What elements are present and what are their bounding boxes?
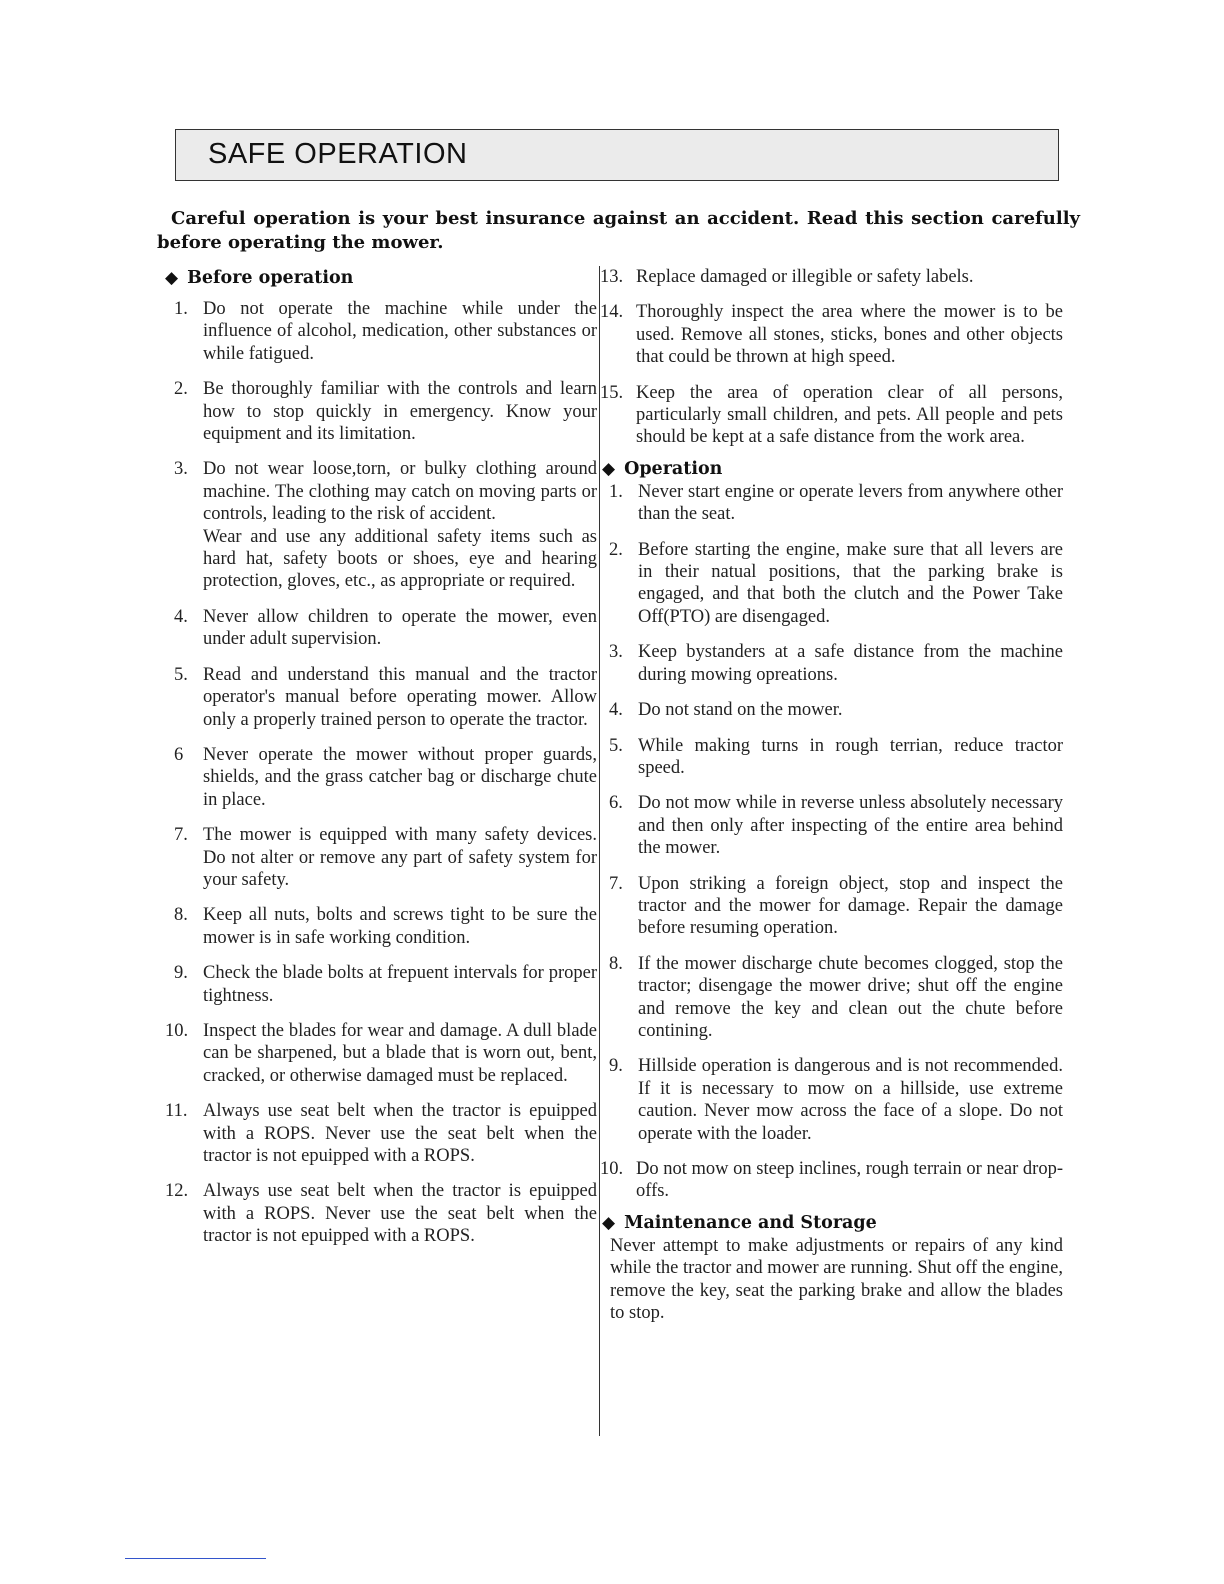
item-text-continued: Wear and use any additional safety items such as hard hat, safety boots or shoes, eye and hearing protection, gloves, etc., as appropriate or required. [203, 526, 597, 592]
item-text: Never allow children to operate the mower, even under adult supervision. [203, 606, 597, 650]
list-item [163, 1020, 597, 1087]
list-item [163, 962, 597, 1007]
heading-label: Before operation [187, 268, 354, 288]
item-text: Check the blade bolts at frepuent intervals for proper tightness. [203, 963, 597, 1006]
item-text: Keep all nuts, bolts and screws tight to be sure the mower is in safe working condition. [203, 905, 597, 948]
item-text: Never operate the mower without proper guards, shields, and the grass catcher bag or discharge chute in place. [203, 744, 597, 810]
list-item [163, 744, 597, 811]
item-number: 8. [609, 953, 623, 974]
item-text-group [203, 458, 597, 592]
list-item [163, 606, 597, 651]
list-item [163, 904, 597, 949]
item-text: Keep bystanders at a safe distance from the machine during mowing opreations. [638, 642, 1063, 685]
list-item [600, 1055, 1063, 1145]
item-number: 10. [600, 1159, 624, 1179]
item-text: Upon striking a foreign object, stop and inspect the tractor and the mower for damage. Repair the damage before resuming operation. [638, 873, 1063, 939]
item-number: 10. [165, 1020, 189, 1041]
item-text: Before starting the engine, make sure that all levers are in their natual positions, that the parking brake is engaged, and that both the clutch and the Power Take Off(PTO) are disengaged. [638, 539, 1063, 627]
item-number: 14. [600, 302, 624, 323]
item-text: Do not mow while in reverse unless absolutely necessary and then only after inspecting of the entire area behind the mower. [638, 793, 1063, 859]
item-text: Thoroughly inspect the area where the mower is to be used. Remove all stones, sticks, bones and other objects that could be thrown at high speed. [636, 302, 1063, 368]
item-text: The mower is equipped with many safety devices. Do not alter or remove any part of safety system for your safety. [203, 825, 597, 890]
list-item [600, 266, 1063, 288]
diamond-bullet-icon: ◆ [602, 1212, 616, 1233]
item-number: 8. [174, 905, 188, 926]
list-item [163, 664, 597, 731]
list-item [163, 1180, 597, 1247]
item-number: 4. [174, 606, 188, 627]
item-text: If the mower discharge chute becomes clogged, stop the tractor; disengage the mower drive; shut off the engine and remove the key and clean out the chute before contining. [638, 953, 1063, 1041]
list-item [163, 298, 597, 365]
list-item [600, 382, 1063, 449]
list-item [600, 301, 1063, 368]
list-item [600, 735, 1063, 780]
diamond-bullet-icon: ◆ [602, 458, 616, 479]
list-item [600, 699, 1063, 721]
item-text: Do not operate the machine while under the influence of alcohol, medication, other substances or while fatigued. [203, 299, 597, 364]
item-text: Do not mow on steep inclines, rough terrain or near drop-offs. [636, 1159, 1063, 1202]
item-text: Always use seat belt when the tractor is epuipped with a ROPS. Never use the seat belt when the tractor is not epuipped with a ROPS. [203, 1181, 597, 1247]
item-text: Read and understand this manual and the tractor operator's manual before operating mower. Allow only a properly trained person to operate the tractor. [203, 664, 597, 730]
heading-label: Operation [624, 458, 723, 479]
operation-heading [600, 457, 1063, 481]
item-number: 12. [165, 1181, 189, 1202]
list-item [163, 1100, 597, 1167]
item-text: Replace damaged or illegible or safety labels. [636, 267, 974, 287]
list-item [600, 641, 1063, 686]
item-number: 1. [609, 481, 623, 502]
item-number: 11. [165, 1101, 188, 1122]
maintenance-heading [600, 1211, 1063, 1235]
list-item [600, 873, 1063, 940]
page-title: SAFE OPERATION [208, 138, 468, 170]
item-number: 13. [600, 267, 624, 287]
item-text: Do not wear loose,torn, or bulky clothing around machine. The clothing may catch on moving parts or controls, leading to the risk of accident. [203, 459, 597, 525]
intro-line-1: Careful operation is your best insurance against an accident. Read this section carefully [171, 208, 1080, 229]
item-text: Be thoroughly familiar with the controls and learn how to stop quickly in emergency. Know your equipment and its limitation. [203, 379, 597, 445]
list-item [600, 539, 1063, 629]
item-number: 2. [174, 379, 188, 400]
item-number: 6. [609, 793, 623, 814]
diamond-bullet-icon: ◆ [165, 268, 179, 288]
item-number: 5. [174, 664, 188, 685]
item-number: 1. [174, 299, 188, 319]
item-text: While making turns in rough terrian, reduce tractor speed. [638, 735, 1063, 778]
item-number: 9. [174, 963, 188, 984]
list-item [163, 378, 597, 445]
item-number: 3. [174, 459, 188, 480]
section-title-box [175, 129, 1059, 181]
item-number: 4. [609, 700, 623, 721]
item-number: 3. [609, 642, 623, 663]
list-item [163, 458, 597, 592]
maintenance-text: Never attempt to make adjustments or repairs of any kind while the tractor and mower are running. Shut off the engine, remove the key, seat the parking brake and allow the blades to stop. [610, 1235, 1063, 1324]
item-number: 6 [174, 744, 184, 765]
item-text: Always use seat belt when the tractor is epuipped with a ROPS. Never use the seat belt when the tractor is not epuipped with a ROPS. [203, 1101, 597, 1166]
list-item [600, 481, 1063, 526]
item-number: 7. [174, 825, 188, 846]
item-text: Do not stand on the mower. [638, 700, 843, 721]
footer-rule [125, 1558, 266, 1559]
left-column [163, 266, 597, 1261]
item-number: 9. [609, 1056, 623, 1077]
item-text: Keep the area of operation clear of all persons, particularly small children, and pets. All people and pets should be kept at a safe distance from the work area. [636, 382, 1063, 448]
list-item [600, 792, 1063, 859]
item-number: 5. [609, 735, 623, 756]
item-text: Never start engine or operate levers from anywhere other than the seat. [638, 481, 1063, 525]
item-text: Hillside operation is dangerous and is not recommended. If it is necessary to mow on a hillside, use extreme caution. Never mow across the face of a slope. Do not operate with the loader. [638, 1056, 1063, 1144]
list-item [163, 824, 597, 891]
list-item [600, 953, 1063, 1043]
list-item [600, 1158, 1063, 1203]
heading-label: Maintenance and Storage [624, 1212, 877, 1233]
intro-paragraph [157, 207, 1080, 255]
item-number: 15. [600, 382, 624, 403]
item-text: Inspect the blades for wear and damage. A dull blade can be sharpened, but a blade that is worn out, bent, cracked, or otherwise damaged must be replaced. [203, 1020, 597, 1086]
item-number: 2. [609, 539, 623, 560]
item-number: 7. [609, 873, 623, 894]
before-operation-heading [163, 266, 597, 290]
right-column [600, 266, 1063, 1324]
intro-line-2: before operating the mower. [157, 232, 444, 253]
